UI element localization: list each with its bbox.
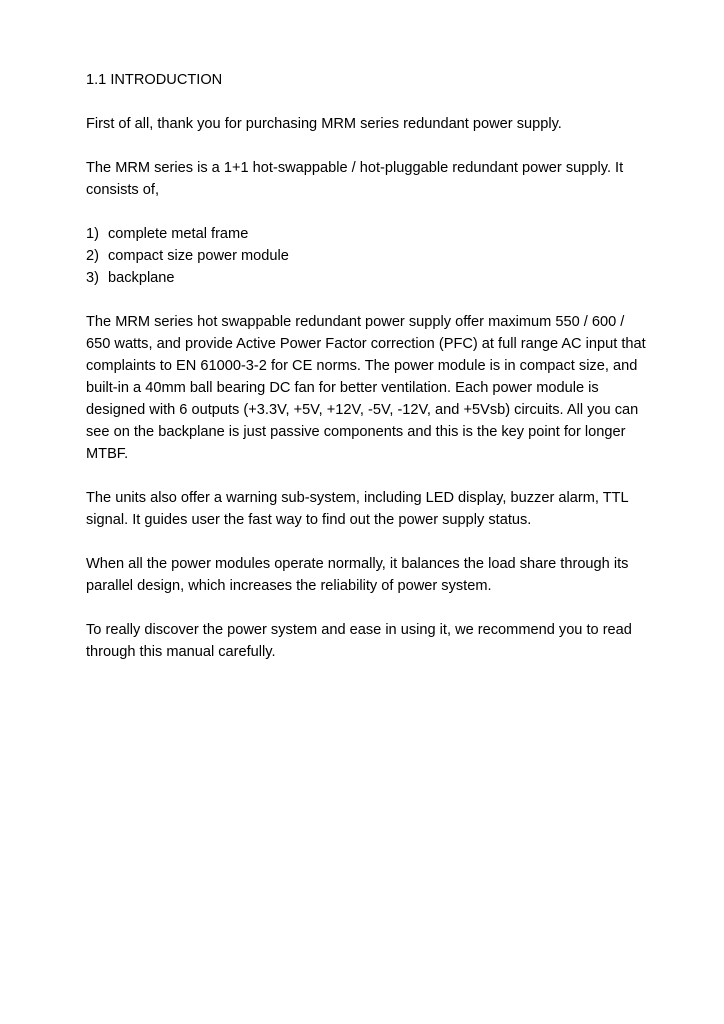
list-item-text: complete metal frame: [108, 226, 249, 242]
components-list: [86, 223, 646, 289]
paragraph-recommend: To really discover the power system and ease in using it, we recommend you to read through this manual carefully.: [86, 622, 632, 660]
spacer: [86, 597, 646, 619]
document-body: [86, 69, 646, 663]
spacer: [86, 531, 646, 553]
list-item: [86, 267, 646, 289]
spacer: [86, 289, 646, 311]
list-item-number: 2): [86, 248, 99, 264]
list-item-number: 1): [86, 226, 99, 242]
spacer: [86, 201, 646, 223]
section-heading: 1.1 INTRODUCTION: [86, 72, 223, 88]
paragraph-thanks: First of all, thank you for purchasing MRM series redundant power supply.: [86, 116, 562, 132]
paragraph-features: The MRM series hot swappable redundant power supply offer maximum 550 / 600 / 650 watts, and provide Active Power Factor correction (PFC) at full range AC input that complaints to EN 61000-3-2 for CE norms. The power module is in compact size, and built-in a 40mm ball bearing DC fan for better ventilation. Each power module is designed with 6 outputs (+3.3V, +5V, +12V, -5V, -12V, and +5Vsb) circuits. All you can see on the backplane is just passive components and this is the key point for longer MTBF.: [86, 314, 646, 462]
list-item-text: compact size power module: [108, 248, 289, 264]
spacer: [86, 465, 646, 487]
list-item-text: backplane: [108, 270, 175, 286]
paragraph-warning: The units also offer a warning sub-system, including LED display, buzzer alarm, TTL signal. It guides user the fast way to find out the power supply status.: [86, 490, 629, 528]
list-item: [86, 245, 646, 267]
spacer: [86, 91, 646, 113]
list-item-number: 3): [86, 270, 99, 286]
paragraph-load-share: When all the power modules operate normally, it balances the load share through its parallel design, which increases the reliability of power system.: [86, 556, 629, 594]
list-item: [86, 223, 646, 245]
paragraph-overview: The MRM series is a 1+1 hot-swappable / hot-pluggable redundant power supply. It consists of,: [86, 160, 624, 198]
spacer: [86, 135, 646, 157]
